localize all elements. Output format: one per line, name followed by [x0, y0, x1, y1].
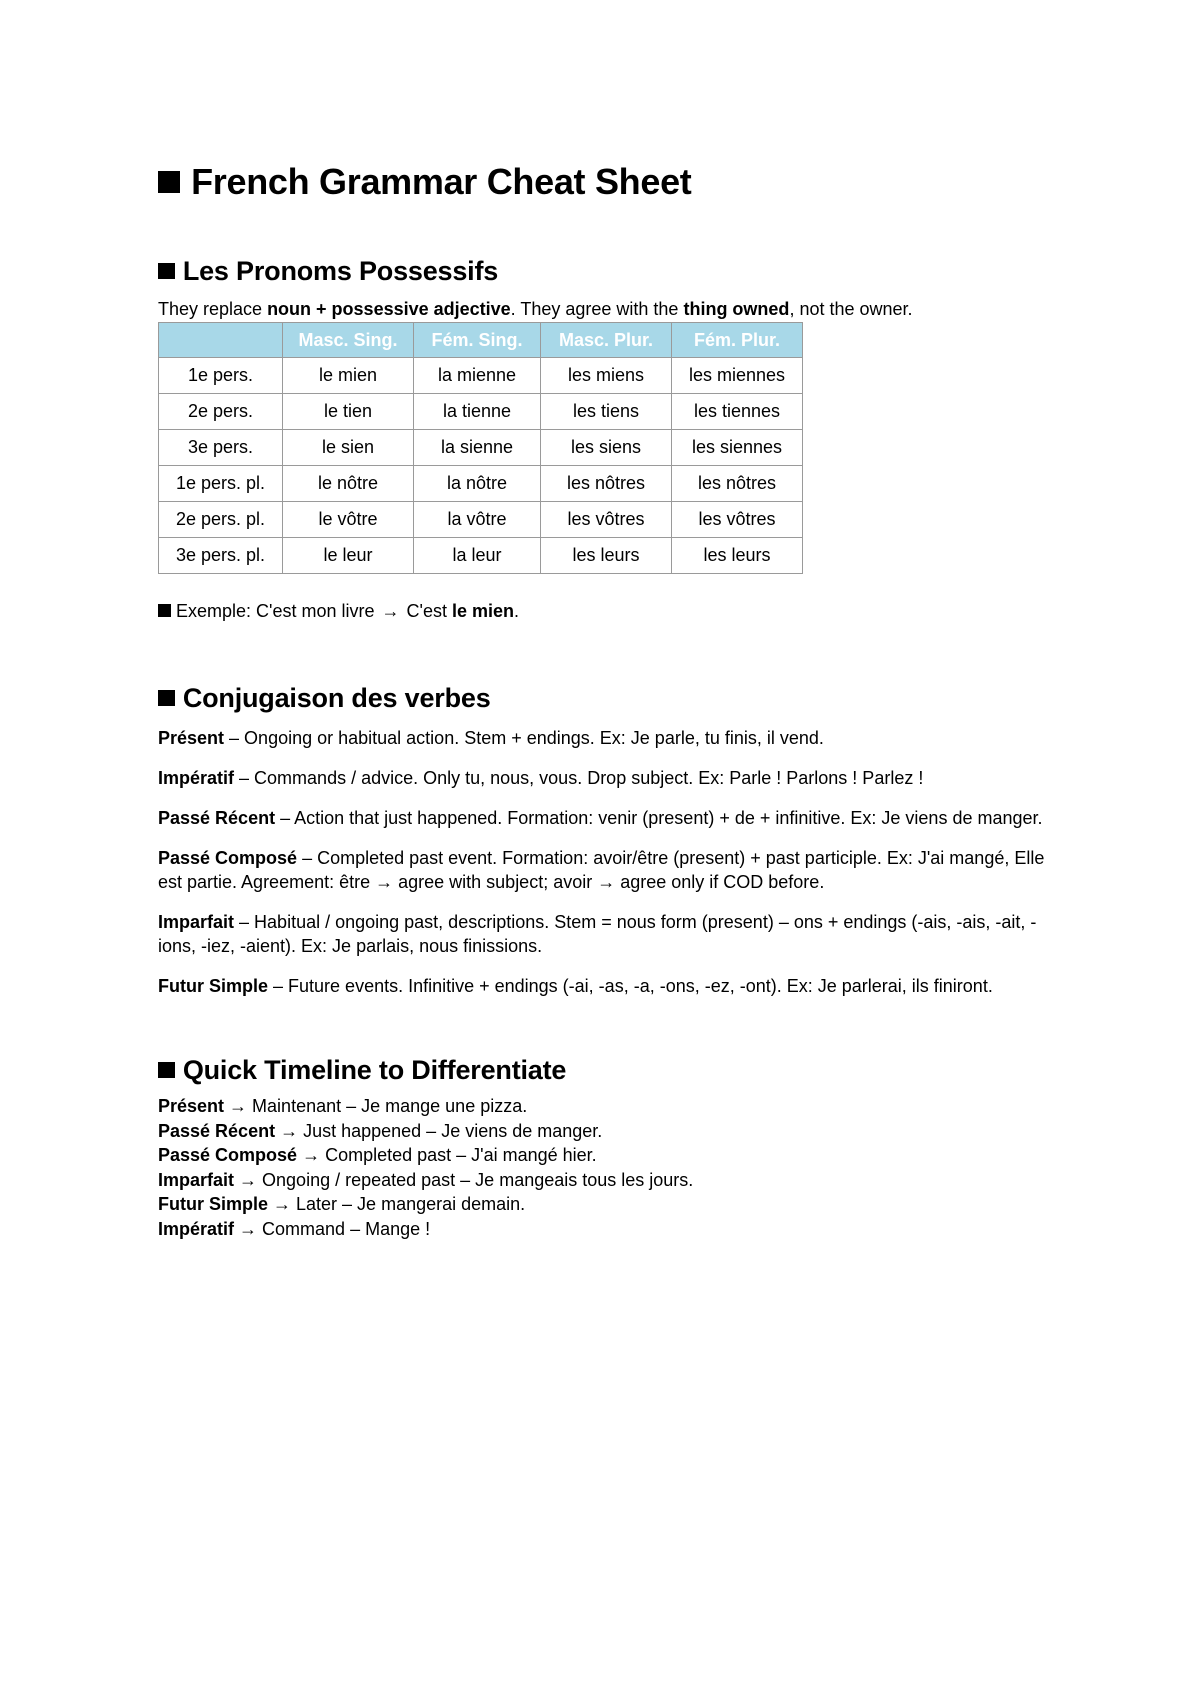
possessive-pronouns-table — [158, 322, 803, 574]
table-cell: les nôtres — [541, 466, 672, 502]
table-header-cell: Masc. Plur. — [541, 323, 672, 358]
section-heading-possessifs: Les Pronoms Possessifs — [158, 253, 1058, 289]
table-cell: 1e pers. — [159, 358, 283, 394]
table-cell: le mien — [283, 358, 414, 394]
table-row — [159, 358, 803, 394]
list-item: Passé Récent – Action that just happened. Formation: venir (present) + de + infinitive. Ex: Je viens de manger. — [158, 808, 1043, 828]
table-cell: le nôtre — [283, 466, 414, 502]
table-cell: la vôtre — [414, 502, 541, 538]
table-cell: les vôtres — [541, 502, 672, 538]
table-cell: les vôtres — [672, 502, 803, 538]
list-item: Passé Composé → Completed past – J'ai mangé hier. — [158, 1145, 597, 1165]
list-item: Imparfait → Ongoing / repeated past – Je mangeais tous les jours. — [158, 1169, 694, 1190]
table-cell: 2e pers. — [159, 394, 283, 430]
list-item: Futur Simple → Later – Je mangerai demain. — [158, 1194, 526, 1214]
table-cell: les leurs — [541, 538, 672, 574]
table-cell: la sienne — [414, 430, 541, 466]
conjugaison-list — [158, 726, 1058, 998]
table-cell: 2e pers. pl. — [159, 502, 283, 538]
list-item: Futur Simple – Future events. Infinitive + endings (-ai, -as, -a, -ons, -ez, -ont). Ex: Je parlerai, ils finiront. — [158, 976, 993, 996]
list-item: Imparfait – Habitual / ongoing past, descriptions. Stem = nous form (present) – ons + endings (-ais, -ais, -ait, -ions, -iez, -aient). Ex: Je parlais, nous finissions. — [158, 912, 1037, 956]
table-cell: les miens — [541, 358, 672, 394]
table-cell: les miennes — [672, 358, 803, 394]
document-page — [158, 158, 1058, 1241]
table-row — [159, 502, 803, 538]
table-cell: 1e pers. pl. — [159, 466, 283, 502]
table-header-cell: Fém. Sing. — [414, 323, 541, 358]
page-title: French Grammar Cheat Sheet — [158, 158, 1058, 206]
list-item: Présent – Ongoing or habitual action. Stem + endings. Ex: Je parle, tu finis, il vend. — [158, 728, 824, 748]
table-cell: la mienne — [414, 358, 541, 394]
table-cell: les tiens — [541, 394, 672, 430]
square-bullet-icon — [158, 171, 180, 193]
table-cell: 3e pers. — [159, 430, 283, 466]
table-cell: le tien — [283, 394, 414, 430]
table-row — [159, 394, 803, 430]
table-cell: les nôtres — [672, 466, 803, 502]
square-bullet-icon — [158, 1062, 175, 1079]
possessifs-intro: They replace noun + possessive adjective. They agree with the thing owned, not the owner. — [158, 299, 913, 319]
right-arrow-icon: → — [381, 601, 400, 621]
table-cell: les siennes — [672, 430, 803, 466]
table-row — [159, 466, 803, 502]
table-cell: les leurs — [672, 538, 803, 574]
list-item: Passé Composé – Completed past event. Formation: avoir/être (present) + past participle. Ex: J'ai mangé, Elle est partie. Agreement: être → agree with subject; avoir → agree only if COD before. — [158, 848, 1045, 892]
table-cell: 3e pers. pl. — [159, 538, 283, 574]
possessifs-example: Exemple: C'est mon livre → C'est le mien. — [158, 599, 1058, 623]
table-row — [159, 538, 803, 574]
list-item: Impératif – Commands / advice. Only tu, nous, vous. Drop subject. Ex: Parle ! Parlons ! Parlez ! — [158, 768, 924, 788]
table-header-row — [159, 323, 803, 358]
table-cell: la leur — [414, 538, 541, 574]
list-item: Passé Récent → Just happened – Je viens de manger. — [158, 1120, 603, 1141]
list-item: Présent → Maintenant – Je mange une pizza. — [158, 1096, 528, 1116]
table-header-cell: Fém. Plur. — [672, 323, 803, 358]
list-item: Impératif → Command – Mange ! — [158, 1218, 431, 1239]
table-cell: le leur — [283, 538, 414, 574]
table-cell: le vôtre — [283, 502, 414, 538]
square-bullet-icon — [158, 604, 171, 617]
section-heading-conjugaison: Conjugaison des verbes — [158, 680, 1058, 716]
table-cell: la nôtre — [414, 466, 541, 502]
table-cell: la tienne — [414, 394, 541, 430]
table-header-cell — [159, 323, 283, 358]
timeline-list — [158, 1094, 1058, 1241]
square-bullet-icon — [158, 263, 175, 280]
section-heading-timeline: Quick Timeline to Differentiate — [158, 1052, 1058, 1088]
table-cell: le sien — [283, 430, 414, 466]
table-row — [159, 430, 803, 466]
table-cell: les siens — [541, 430, 672, 466]
table-header-cell: Masc. Sing. — [283, 323, 414, 358]
table-cell: les tiennes — [672, 394, 803, 430]
square-bullet-icon — [158, 690, 175, 707]
